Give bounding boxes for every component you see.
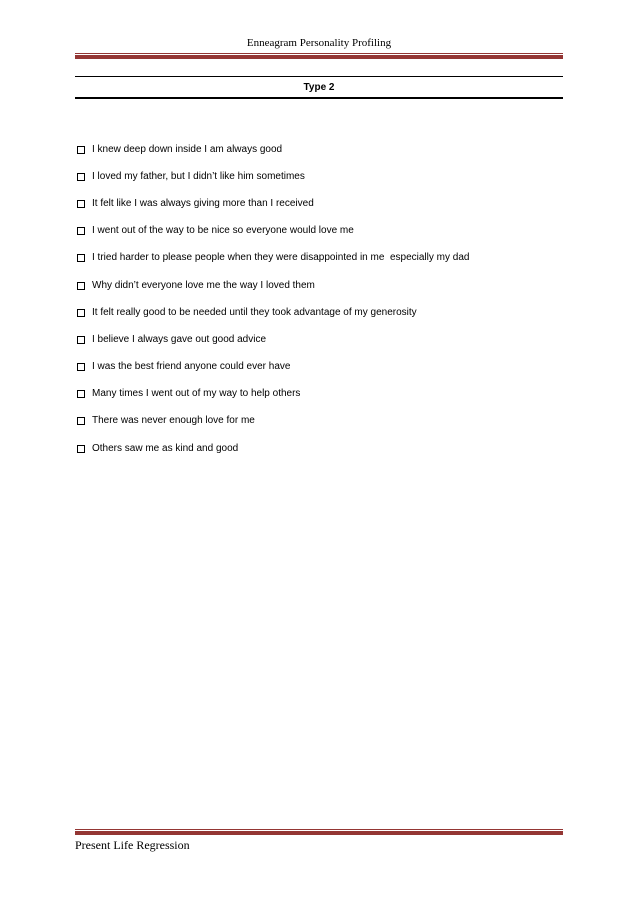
checklist-item — [77, 136, 563, 163]
checklist-item-label: I tried harder to please people when they were disappointed in me especially my dad — [92, 252, 470, 264]
checkbox-icon[interactable] — [77, 309, 85, 317]
checkbox-icon[interactable] — [77, 282, 85, 290]
checkbox-icon[interactable] — [77, 146, 85, 154]
checklist-item-label: Why didn’t everyone love me the way I loved them — [92, 279, 315, 291]
checklist-item — [77, 408, 563, 435]
checklist-item — [77, 381, 563, 408]
checkbox-icon[interactable] — [77, 254, 85, 262]
checklist-item-label: Others saw me as kind and good — [92, 442, 239, 454]
checkbox-icon[interactable] — [77, 200, 85, 208]
checkbox-icon[interactable] — [77, 336, 85, 344]
checklist-item — [77, 326, 563, 353]
checklist-item — [77, 218, 563, 245]
section-title-block — [75, 76, 563, 99]
checkbox-icon[interactable] — [77, 363, 85, 371]
section-title: Type 2 — [303, 82, 335, 93]
checklist — [77, 136, 563, 462]
checklist-item — [77, 190, 563, 217]
checkbox-icon[interactable] — [77, 417, 85, 425]
checkbox-icon[interactable] — [77, 173, 85, 181]
checkbox-icon[interactable] — [77, 227, 85, 235]
header-rule — [75, 53, 563, 59]
footer-rule-thick-line — [75, 831, 563, 835]
header-rule-thick-line — [75, 55, 563, 59]
checklist-item — [77, 435, 563, 462]
checklist-item-label: I was the best friend anyone could ever have — [92, 361, 291, 373]
checklist-item-label: It felt like I was always giving more than I received — [92, 197, 314, 209]
checklist-item — [77, 299, 563, 326]
checklist-item — [77, 163, 563, 190]
checklist-item-label: There was never enough love for me — [92, 415, 255, 427]
checklist-item — [77, 272, 563, 299]
checklist-item-label: It felt really good to be needed until they took advantage of my generosity — [92, 306, 417, 318]
page-header-title: Enneagram Personality Profiling — [246, 37, 392, 49]
page-footer-title: Present Life Regression — [75, 838, 190, 852]
checkbox-icon[interactable] — [77, 445, 85, 453]
checklist-item — [77, 245, 563, 272]
checklist-item-label: I went out of the way to be nice so everyone would love me — [92, 225, 354, 237]
checklist-item-label: Many times I went out of my way to help others — [92, 388, 301, 400]
footer-rule — [75, 829, 563, 835]
checklist-item — [77, 354, 563, 381]
checklist-item-label: I believe I always gave out good advice — [92, 333, 266, 345]
checklist-item-label: I loved my father, but I didn’t like him sometimes — [92, 170, 305, 182]
checkbox-icon[interactable] — [77, 390, 85, 398]
checklist-item-label: I knew deep down inside I am always good — [92, 143, 283, 155]
